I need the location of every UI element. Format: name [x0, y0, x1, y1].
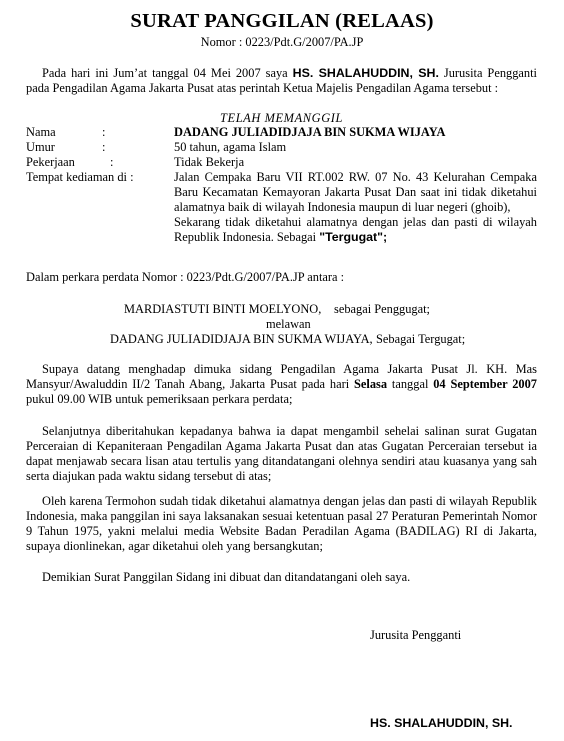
tempat-value-line-2: Sekarang tidak diketahui alamatnya dengan jelas dan pasti di wilayah Republik Indonesia. Sebagai [174, 215, 537, 244]
umur-colon: : [102, 140, 106, 154]
nama-label: Nama [26, 125, 56, 139]
telah-memanggil-heading: TELAH MEMANGGIL [220, 111, 343, 125]
document-number: Nomor : 0223/Pdt.G/2007/PA.JP [200, 35, 364, 49]
hearing-date: 04 September 2007 [433, 377, 537, 391]
perkara-line: Dalam perkara perdata Nomor : 0223/Pdt.G/2007/PA.JP antara : [26, 270, 345, 284]
bailiff-name: HS. SHALAHUDDIN, SH. [292, 66, 439, 80]
signature-role: Jurusita Pengganti [370, 628, 462, 642]
melawan-text: melawan [266, 317, 311, 331]
tergugat-label: "Tergugat"; [319, 230, 388, 244]
penggugat-role: sebagai Penggugat; [334, 302, 431, 316]
intro-text-pre: Pada hari ini Jum’at tanggal 04 Mei 2007 saya [42, 66, 293, 80]
umur-value: 50 tahun, agama Islam [174, 140, 287, 154]
oleh-karena-text: Oleh karena Termohon sudah tidak diketahui alamatnya dengan jelas dan pasti di wilayah Republik Indonesia, maka panggilan ini saya laksanakan sesuai ketentuan pasal 27 Peraturan Pemerintah Nomor 9 Tahun 1975, yakni melalui media Website Badan Peradilan Agama (BADILAG) RI di Jakarta, supaya dionlinekan, agar diketahui oleh yang bersangkutan; [26, 494, 537, 553]
supaya-text-post: pukul 09.00 WIB untuk pemeriksaan perkara perdata; [26, 392, 293, 406]
demikian-paragraph [26, 570, 537, 585]
penggugat-name: MARDIASTUTI BINTI MOELYONO, [124, 302, 322, 316]
nama-colon: : [102, 125, 106, 139]
pekerjaan-label: Pekerjaan [26, 155, 75, 169]
intro-paragraph [26, 66, 537, 96]
tergugat-name: DADANG JULIADIDJAJA BIN SUKMA WIJAYA, [110, 332, 373, 346]
tergugat-role: Sebagai Tergugat; [376, 332, 466, 346]
hearing-day: Selasa [354, 377, 388, 391]
intro-text-post: Jurusita Pengganti pada Pengadilan Agama Jakarta Pusat atas perintah Ketua Majelis Pengadilan Agama tersebut : [26, 66, 537, 95]
umur-label: Umur [26, 140, 55, 154]
selanjutnya-paragraph [26, 424, 537, 484]
oleh-karena-paragraph [26, 494, 537, 554]
tempat-value [174, 170, 537, 245]
document-title: SURAT PANGGILAN (RELAAS) [130, 10, 434, 32]
nama-value: DADANG JULIADIDJAJA BIN SUKMA WIJAYA [174, 125, 446, 139]
selanjutnya-text: Selanjutnya diberitahukan kepadanya bahwa ia dapat mengambil sehelai salinan surat Gugatan Perceraian di Kepaniteraan Pengadilan Agama Jakarta Pusat dan atas Gugatan Perceraian tersebut ia dapat menjawab secara lisan atau tertulis yang ditandatangani olehnya sendiri atau kuasanya yang sah serta diajukan pada waktu sidang tersebut di atas; [26, 424, 537, 483]
pekerjaan-colon: : [110, 155, 114, 169]
tempat-label: Tempat kediaman di : [26, 170, 134, 184]
demikian-text: Demikian Surat Panggilan Sidang ini dibuat dan ditandatangani oleh saya. [42, 570, 411, 584]
pekerjaan-value: Tidak Bekerja [174, 155, 245, 169]
supaya-text-mid: tanggal [387, 377, 434, 391]
tempat-value-line-1: Jalan Cempaka Baru VII RT.002 RW. 07 No. 43 Kelurahan Cempaka Baru Kecamatan Kemayoran Jakarta Pusat Dan saat ini tidak diketahui alamatnya baik di wilayah Indonesia maupun di luar negeri (ghoib), [174, 170, 537, 214]
supaya-paragraph [26, 362, 537, 407]
supaya-text-pre: Supaya datang menghadap dimuka sidang Pengadilan Agama Jakarta Pusat Jl. KH. Mas Mansyur/Awaluddin II/2 Tanah Abang, Jakarta Pusat pada hari [26, 362, 537, 391]
signature-name: HS. SHALAHUDDIN, SH. [370, 716, 513, 730]
